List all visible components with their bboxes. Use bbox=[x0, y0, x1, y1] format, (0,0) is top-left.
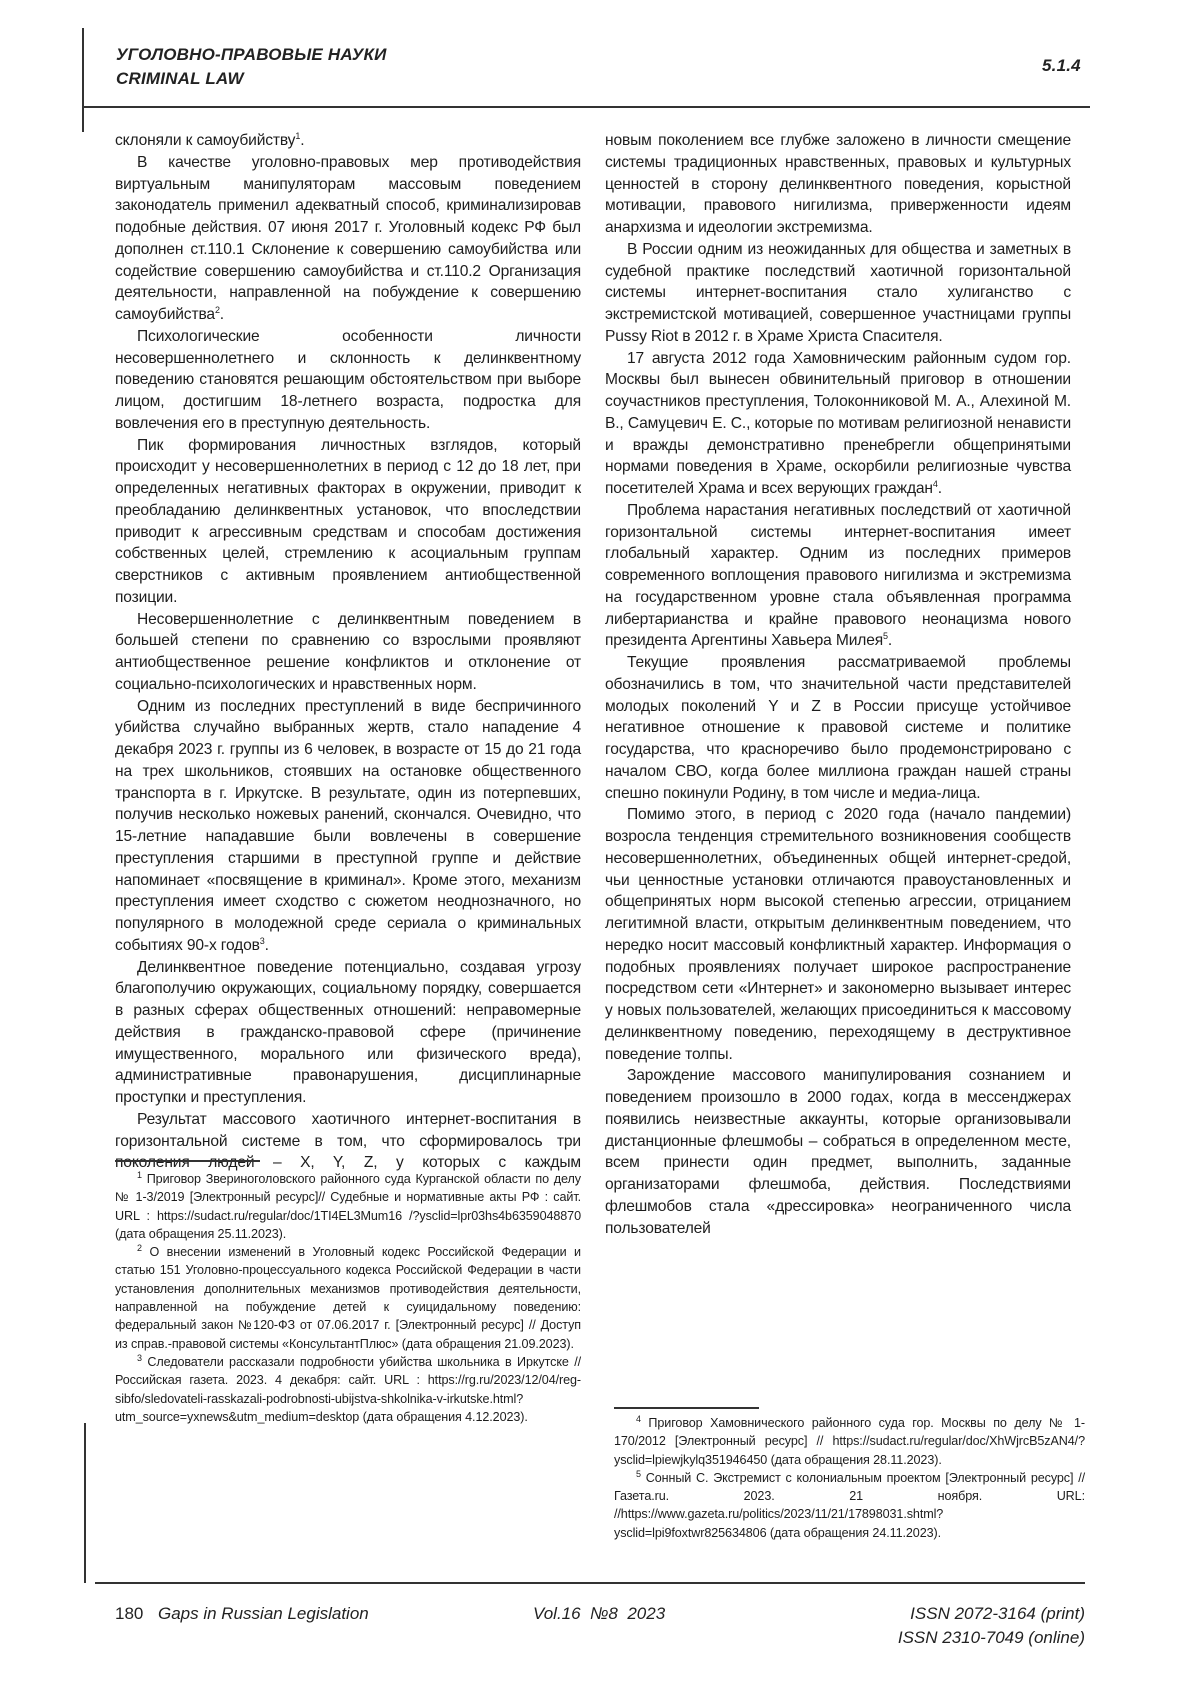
paragraph: В России одним из неожиданных для общества и заметных в судебной практике последствий хаотичной горизонтальной системы интернет-воспитания стало хулиганство с экстремистской мотивацией, совершенное участницами группы Pussy Riot в 2012 г. в Храме Христа Спасителя. bbox=[605, 239, 1071, 348]
paragraph-text: Проблема нарастания негативных последствий от хаотичной горизонтальной системы интернет-воспитания имеет глобальный характер. Одним из последних примеров современного воплощения правового нигилизма и экстремизма на государственном уровне стала объявленная программа либертарианства и крайне правового неонацизма нового президента Аргентины Хавьера Милея bbox=[605, 502, 1071, 650]
footnote bbox=[614, 1469, 1085, 1542]
footnote-number: 4 bbox=[636, 1414, 641, 1424]
footnote-number: 5 bbox=[636, 1469, 641, 1479]
paragraph-text: В качестве уголовно-правовых мер противодействия виртуальным манипуляторам массовым поведением законодатель применил адекватный способ, криминализировав подобные действия. 07 июня 2017 г. Уголовный кодекс РФ был дополнен ст.110.1 Склонение к совершению самоубийства или содействие совершению самоубийства и ст.110.2 Организация деятельности, направленной на побуждение к совершению самоубийства bbox=[115, 154, 581, 323]
header-vertical-rule bbox=[82, 28, 84, 132]
issue-info: Vol.16 №8 2023 bbox=[533, 1604, 665, 1624]
footnote-ref[interactable]: 2 bbox=[215, 305, 220, 315]
footnote-ref[interactable]: 3 bbox=[260, 936, 265, 946]
paragraph bbox=[115, 696, 581, 957]
paragraph bbox=[605, 348, 1071, 500]
section-title-en: CRIMINAL LAW bbox=[116, 69, 244, 89]
paragraph: Психологические особенности личности несовершеннолетнего и склонность к делинквентному поведению становятся решающим обстоятельством при выборе лицом, достигшим 18-летнего возраста, подростка для вовлечения его в преступную деятельность. bbox=[115, 326, 581, 435]
margin-vertical-rule bbox=[84, 1423, 86, 1583]
right-column bbox=[605, 130, 1071, 1239]
paragraph bbox=[115, 130, 581, 152]
paragraph: новым поколением все глубже заложено в личности смещение системы традиционных нравственных, правовых и культурных ценностей в сторону делинквентного поведения, корыстной мотивации, правового нигилизма, приверженности идеям анархизма и идеологии экстремизма. bbox=[605, 130, 1071, 239]
section-title-ru: УГОЛОВНО-ПРАВОВЫЕ НАУКИ bbox=[116, 45, 387, 65]
paragraph bbox=[605, 500, 1071, 652]
footer-rule bbox=[95, 1582, 1085, 1584]
journal-title: Gaps in Russian Legislation bbox=[158, 1604, 369, 1624]
paragraph-tail: . bbox=[938, 480, 942, 497]
issn-print: ISSN 2072-3164 (print) bbox=[910, 1604, 1085, 1624]
issn-online: ISSN 2310-7049 (online) bbox=[898, 1628, 1085, 1648]
paragraph-text: 17 августа 2012 года Хамовническим районным судом гор. Москвы был вынесен обвинительный приговор в отношении соучастников преступления, Толоконниковой М. А., Алехиной М. В., Самуцевич Е. С., которые по мотивам религиозной ненависти и вражды демонстративно пренебрегли общепринятыми нормами поведения в Храме, оскорбили религиозные чувства посетителей Храма и всех верующих граждан bbox=[605, 350, 1071, 498]
footnote bbox=[614, 1414, 1085, 1469]
footnote bbox=[115, 1353, 581, 1426]
paragraph: Делинквентное поведение потенциально, создавая угрозу благополучию окружающих, социальному порядку, совершается в разных сферах общественных отношений: неправомерные действия в гражданско-правовой сфере (причинение имущественного, морального или физического вреда), административные правонарушения, дисциплинарные проступки и преступления. bbox=[115, 957, 581, 1109]
left-column bbox=[115, 130, 581, 1174]
footnote bbox=[115, 1170, 581, 1243]
paragraph: Текущие проявления рассматриваемой проблемы обозначились в том, что значительной части представителей молодых поколений Y и Z в России присуще устойчивое негативное отношение к правовой системе и политике государства, что красноречиво было продемонстрировано с началом СВО, когда более миллиона граждан нашей страны спешно покинули Родину, в том числе и медиа-лица. bbox=[605, 652, 1071, 804]
footnote bbox=[115, 1243, 581, 1353]
footnote-ref[interactable]: 4 bbox=[933, 479, 938, 489]
footnote-text: Приговор Хамовнического районного суда гор. Москвы по делу № 1-170/2012 [Электронный ресурс] // https://sudact.ru/regular/doc/XhWjrcB5zAN4/?ysclid=lpiewjkylq351946450 (дата обращения 28.11.2023). bbox=[614, 1416, 1085, 1467]
paragraph-text: склоняли к самоубийству bbox=[115, 132, 295, 149]
paragraph bbox=[115, 152, 581, 326]
paragraph-tail: . bbox=[265, 937, 269, 954]
footnote-number: 1 bbox=[137, 1170, 142, 1180]
footnotes-left bbox=[115, 1170, 581, 1426]
footnotes-right bbox=[614, 1414, 1085, 1542]
header-horizontal-rule bbox=[82, 106, 1090, 108]
paragraph: Несовершеннолетние с делинквентным поведением в большей степени по сравнению со взрослыми проявляют антиобщественное решение конфликтов и отклонение от социально-психологических и нравственных норм. bbox=[115, 609, 581, 696]
paragraph: Пик формирования личностных взглядов, который происходит у несовершеннолетних в период с 12 до 18 лет, при определенных негативных факторах в окружении, приводит к преобладанию делинквентных установок, что впоследствии приводит к агрессивным средствам и способам достижения собственных целей, стремлению к асоциальным группам сверстников с активным проявлением антиобщественной позиции. bbox=[115, 435, 581, 609]
footnote-number: 2 bbox=[137, 1243, 142, 1253]
paragraph-tail: . bbox=[300, 132, 304, 149]
paragraph-tail: . bbox=[220, 306, 224, 323]
footnote-rule bbox=[614, 1407, 759, 1409]
page-number: 180 bbox=[115, 1604, 143, 1624]
footnote-ref[interactable]: 5 bbox=[883, 631, 888, 641]
footnote-rule bbox=[115, 1160, 260, 1162]
footnote-number: 3 bbox=[137, 1353, 142, 1363]
footnote-text: Приговор Звериноголовского районного суда Курганской области по делу № 1-3/2019 [Электронный ресурс]// Судебные и нормативные акты РФ : сайт. URL : https://sudact.ru/regular/doc/1TI4EL3Mum16 /?ysclid=lpr03hs4b6359048870 (дата обращения 25.11.2023). bbox=[115, 1172, 581, 1241]
footnote-ref[interactable]: 1 bbox=[295, 131, 300, 141]
paragraph: Зарождение массового манипулирования сознанием и поведением произошло в 2000 годах, когда в мессенджерах появились неизвестные аккаунты, которые организовывали дистанционные флешмобы – собраться в определенном месте, всем принести один предмет, выполнить, заданные организаторами флешмоба, действия. Последствиями флешмобов стала «дрессировка» неограниченного числа пользователей bbox=[605, 1065, 1071, 1239]
footnote-text: Сонный С. Экстремист с колониальным проектом [Электронный ресурс] // Газета.ru. 2023. 21 ноября. URL: //https://www.gazeta.ru/politics/2023/11/21/17898031.shtml?ysclid=lpi9foxtwr825634806 (дата обращения 24.11.2023). bbox=[614, 1471, 1085, 1540]
paragraph-text: Одним из последних преступлений в виде беспричинного убийства случайно выбранных жертв, стало нападение 4 декабря 2023 г. группы из 6 человек, в возрасте от 15 до 21 года на трех школьников, стоявших на остановке общественного транспорта в г. Иркутске. В результате, один из потерпевших, получив несколько ножевых ранений, скончался. Очевидно, что 15-летние нападавшие были вовлечены в совершение преступления старшими в преступной группе и действие напоминает «посвящение в криминал». Кроме этого, механизм преступления имеет сходство с сюжетом неоднозначного, но популярного в молодежной среде сериала о криминальных событиях 90-х годов bbox=[115, 698, 581, 954]
paragraph: Результат массового хаотичного интернет-воспитания в горизонтальной системе в том, что сформировалось три поколения людей – X, Y, Z, у которых с каждым bbox=[115, 1109, 581, 1174]
paragraph: Помимо этого, в период с 2020 года (начало пандемии) возросла тенденция стремительного возникновения сообществ несовершеннолетних, объединенных общей интернет-средой, чьи ценностные установки отличаются правоустановленных и общепринятых норм высокой степенью агрессии, отрицанием легитимной власти, открытым делинквентным поведением, что нередко носит массовый конфликтный характер. Информация о подобных проявлениях получает широкое распространение посредством сети «Интернет» и закономерно вызывает интерес у новых пользователей, желающих присоединиться к массовому делинквентному поведению, переходящему в деструктивное поведение толпы. bbox=[605, 804, 1071, 1065]
footnote-text: О внесении изменений в Уголовный кодекс Российской Федерации и статью 151 Уголовно-процессуального кодекса Российской Федерации в части установления дополнительных механизмов противодействия деятельности, направленной на побуждение детей к суицидальному поведению: федеральный закон №120-ФЗ от 07.06.2017 г. [Электронный ресурс] // Доступ из справ.-правовой системы «КонсультантПлюс» (дата обращения 21.09.2023). bbox=[115, 1245, 581, 1350]
section-code: 5.1.4 bbox=[1042, 56, 1081, 76]
footnote-text: Следователи рассказали подробности убийства школьника в Иркутске //Российская газета. 2023. 4 декабря: сайт. URL : https://rg.ru/2023/12/04/reg-sibfo/sledovateli-rasskazali-podrobnosti-ubijstva-shkolnika-v-irkutske.html?utm_source=yxnews&utm_medium=desktop (дата обращения 4.12.2023). bbox=[115, 1355, 581, 1424]
paragraph-tail: . bbox=[888, 632, 892, 649]
